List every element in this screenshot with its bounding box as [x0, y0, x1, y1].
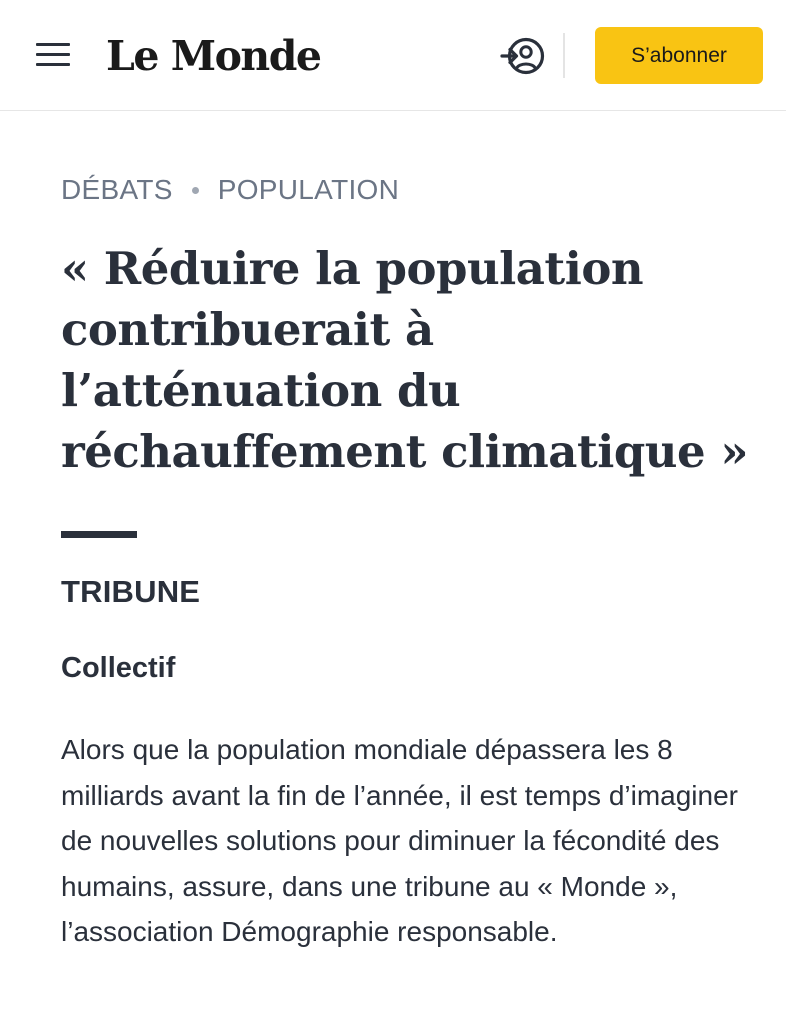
le-monde-logo[interactable]: Le Monde [106, 32, 321, 80]
breadcrumb [61, 170, 399, 210]
login-user-icon[interactable] [499, 34, 547, 78]
article-title: « Réduire la population contribuerait à l’atténuation du réchauffement climatique » [61, 242, 748, 478]
top-header [0, 0, 786, 111]
menu-line [36, 63, 70, 66]
breadcrumb-separator-dot [192, 187, 199, 194]
subscribe-button[interactable]: S’abonner [595, 27, 763, 84]
header-divider [563, 33, 565, 78]
title-underline-rule [61, 531, 137, 538]
article-lead: Alors que la population mondiale dépassera les 8 milliards avant la fin de l’année, il est temps d’imaginer de nouvelles solutions pour diminuer la fécondité des humains, assure, dans une tribune au « Monde », l’association Démographie responsable. [61, 734, 738, 947]
breadcrumb-item-debats[interactable]: DÉBATS [61, 174, 173, 205]
login-user-icon-svg [499, 34, 547, 78]
menu-line [36, 43, 70, 46]
menu-line [36, 53, 70, 56]
hamburger-menu-icon[interactable] [34, 38, 72, 72]
article-section-label: TRIBUNE [61, 574, 201, 609]
breadcrumb-item-population[interactable]: POPULATION [217, 174, 400, 205]
article-author[interactable]: Collectif [61, 652, 176, 684]
